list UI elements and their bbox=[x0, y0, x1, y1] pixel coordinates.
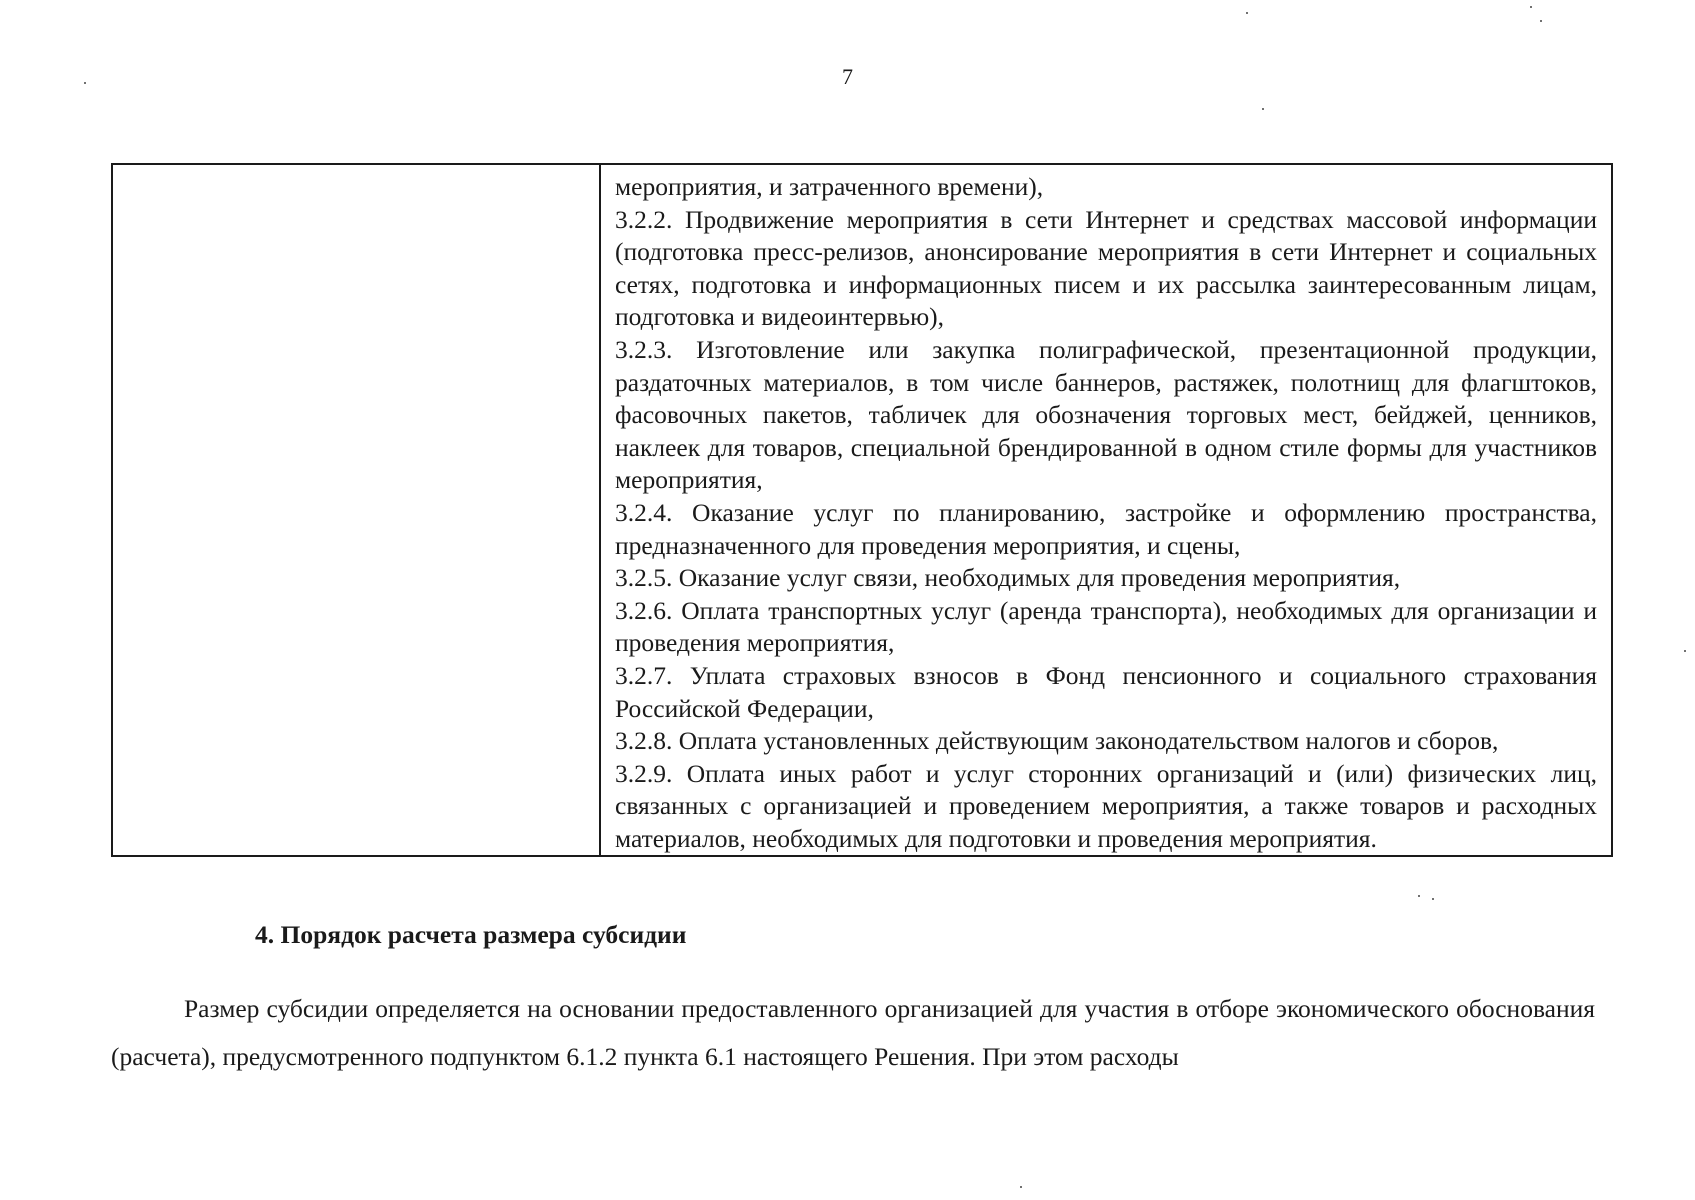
scan-speck bbox=[1432, 898, 1434, 900]
scan-speck bbox=[1540, 20, 1542, 22]
scan-speck bbox=[84, 82, 86, 84]
clause-3-2-5: 3.2.5. Оказание услуг связи, необходимых для проведения мероприятия, bbox=[615, 563, 1401, 593]
scan-speck bbox=[1684, 650, 1686, 652]
scan-speck bbox=[1530, 6, 1532, 8]
scan-speck bbox=[1246, 12, 1248, 14]
table-right-cell bbox=[600, 164, 1612, 856]
clause-3-2-8: 3.2.8. Оплата установленных действующим законодательством налогов и сборов, bbox=[615, 726, 1499, 756]
scan-speck bbox=[1262, 108, 1264, 110]
scan-speck bbox=[1020, 1186, 1022, 1188]
expenses-table bbox=[111, 163, 1613, 857]
table-row bbox=[112, 164, 1612, 856]
clause-3-2-7: 3.2.7. Уплата страховых взносов в Фонд пенсионного и социального страхования Российской Федерации, bbox=[615, 660, 1597, 723]
clause-3-2-9: 3.2.9. Оплата иных работ и услуг сторонних организаций и (или) физических лиц, связанных с организацией и проведением мероприятия, а также товаров и расходных материалов, необходимых для подготовки и проведения мероприятия. bbox=[615, 758, 1597, 853]
clause-3-2-4: 3.2.4. Оказание услуг по планированию, застройке и оформлению пространства, предназначенного для проведения мероприятия, и сцены, bbox=[615, 497, 1597, 560]
clause-3-2-2: 3.2.2. Продвижение мероприятия в сети Интернет и средствах массовой информации (подготовка пресс-релизов, анонсирование мероприятия в сети Интернет и социальных сетях, подготовка и информационных писем и их рассылка заинтересованным лицам, подготовка и видеоинтервью), bbox=[615, 204, 1597, 332]
clause-3-2-3: 3.2.3. Изготовление или закупка полиграфической, презентационной продукции, раздаточных материалов, в том числе баннеров, растяжек, полотнищ для флагштоков, фасовочных пакетов, табличек для обозначения торговых мест, бейджей, ценников, наклеек для товаров, специальной брендированной в одном стиле формы для участников мероприятия, bbox=[615, 334, 1597, 495]
clause-3-2-1-continuation: мероприятия, и затраченного времени), bbox=[615, 172, 1044, 201]
section-heading: 4. Порядок расчета размера субсидии bbox=[255, 920, 687, 949]
scan-speck bbox=[1418, 895, 1420, 897]
page-number: 7 bbox=[842, 64, 853, 89]
clause-3-2-6: 3.2.6. Оплата транспортных услуг (аренда транспорта), необходимых для организации и проведения мероприятия, bbox=[615, 595, 1597, 658]
table-left-cell bbox=[112, 164, 600, 856]
section-paragraph: Размер субсидии определяется на основании предоставленного организацией для участия в отборе экономического обоснования (расчета), предусмотренного подпунктом 6.1.2 пункта 6.1 настоящего Решения. При этом расходы bbox=[111, 994, 1595, 1071]
